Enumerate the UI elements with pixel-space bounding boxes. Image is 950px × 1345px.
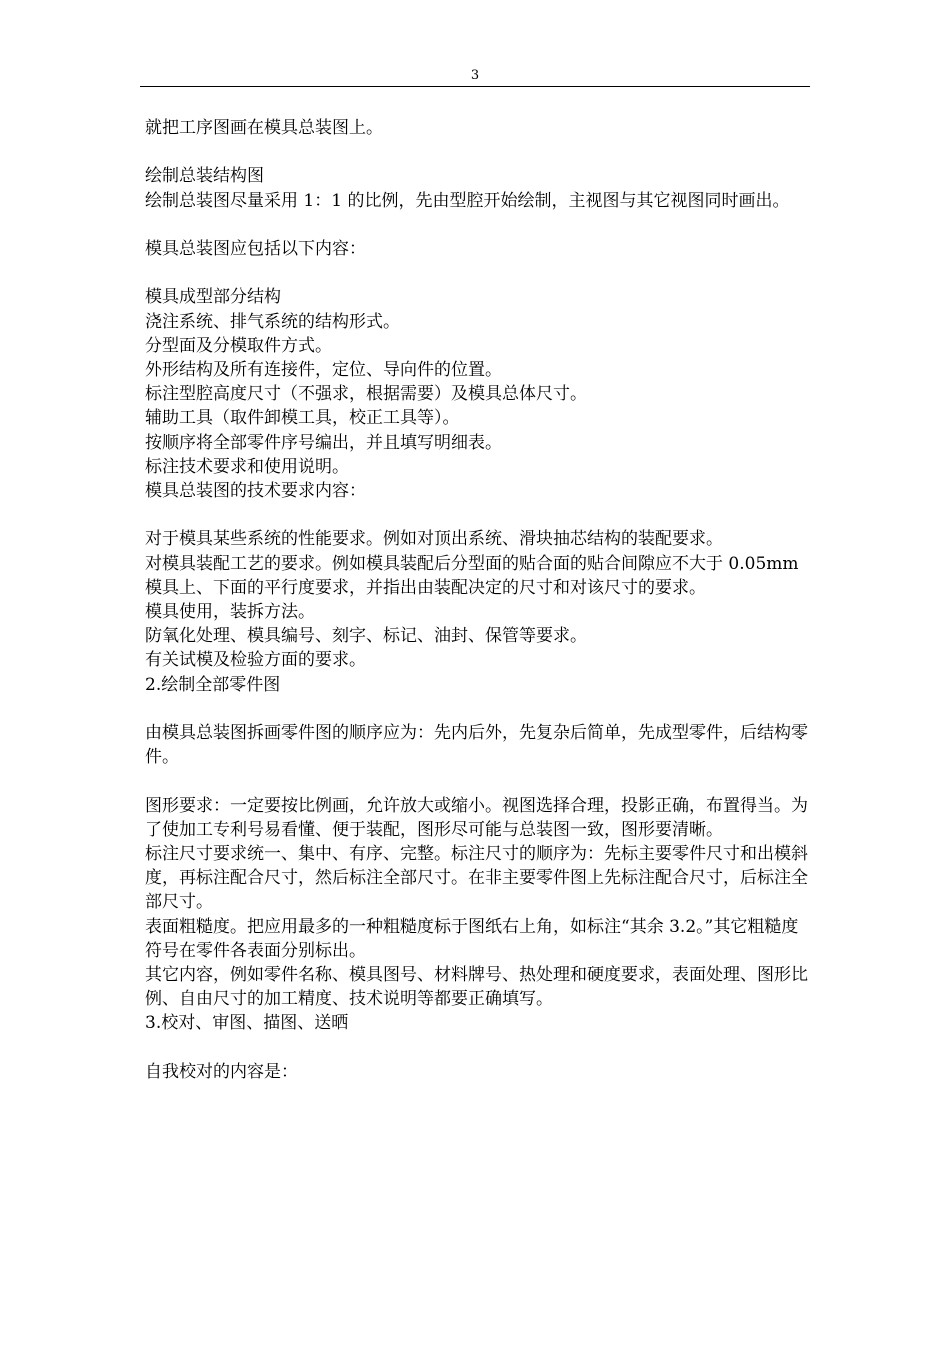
blank-line <box>145 213 810 237</box>
paragraph: 3.校对、审图、描图、送晒 <box>145 1013 349 1034</box>
document-body <box>145 116 810 1084</box>
paragraph: 标注技术要求和使用说明。 <box>145 456 349 477</box>
blank-line <box>145 261 810 285</box>
paragraph: 标注型腔高度尺寸（不强求，根据需要）及模具总体尺寸。 <box>145 384 587 405</box>
paragraph: 自我校对的内容是： <box>145 1061 298 1082</box>
page-number: 3 <box>470 68 480 83</box>
paragraph: 防氧化处理、模具编号、刻字、标记、油封、保管等要求。 <box>145 626 587 647</box>
paragraph: 其它内容，例如零件名称、模具图号、材料牌号、热处理和硬度要求，表面处理、图形比例、自由尺寸的加工精度、技术说明等都要正确填写。 <box>145 965 808 1010</box>
paragraph: 模具成型部分结构 <box>145 287 281 308</box>
paragraph: 模具使用，装拆方法。 <box>145 602 315 622</box>
paragraph: 绘制总装图尽量采用 1：1 的比例，先由型腔开始绘制，主视图与其它视图同时画出。 <box>145 190 790 211</box>
paragraph: 对于模具某些系统的性能要求。例如对顶出系统、滑块抽芯结构的装配要求。 <box>145 529 723 550</box>
paragraph: 模具总装图的技术要求内容： <box>145 481 366 501</box>
paragraph: 图形要求：一定要按比例画，允许放大或缩小。视图选择合理，投影正确，布置得当。为了使加工专利号易看懂、便于装配，图形尽可能与总装图一致，图形要清晰。 <box>145 795 808 840</box>
paragraph: 2.绘制全部零件图 <box>145 674 281 695</box>
paragraph: 分型面及分模取件方式。 <box>145 335 332 356</box>
paragraph: 对模具装配工艺的要求。例如模具装配后分型面的贴合面的贴合间隙应不大于 0.05mm 模具上、下面的平行度要求，并指出由装配决定的尺寸和对该尺寸的要求。 <box>145 553 799 598</box>
paragraph: 辅助工具（取件卸模工具，校正工具等）。 <box>145 408 460 429</box>
paragraph: 按顺序将全部零件序号编出，并且填写明细表。 <box>145 432 502 453</box>
paragraph: 由模具总装图拆画零件图的顺序应为：先内后外，先复杂后简单，先成型零件，后结构零件。 <box>145 723 808 768</box>
blank-line <box>145 697 810 721</box>
paragraph: 表面粗糙度。把应用最多的一种粗糙度标于图纸右上角，如标注“其余 3.2。”其它粗糙度符号在零件各表面分别标出。 <box>145 916 799 961</box>
blank-line <box>145 1036 810 1060</box>
paragraph: 外形结构及所有连接件，定位、导向件的位置。 <box>145 359 502 380</box>
paragraph: 模具总装图应包括以下内容： <box>145 238 366 259</box>
paragraph: 就把工序图画在模具总装图上。 <box>145 118 383 138</box>
blank-line <box>145 140 810 164</box>
paragraph: 浇注系统、排气系统的结构形式。 <box>145 311 400 332</box>
header-rule <box>140 86 810 87</box>
paragraph: 有关试模及检验方面的要求。 <box>145 650 366 671</box>
blank-line <box>145 503 810 527</box>
paragraph: 标注尺寸要求统一、集中、有序、完整。标注尺寸的顺序为：先标主要零件尺寸和出模斜度，再标注配合尺寸，然后标注全部尺寸。在非主要零件图上先标注配合尺寸，后标注全部尺寸。 <box>145 844 808 913</box>
blank-line <box>145 769 810 793</box>
paragraph: 绘制总装结构图 <box>145 166 264 187</box>
